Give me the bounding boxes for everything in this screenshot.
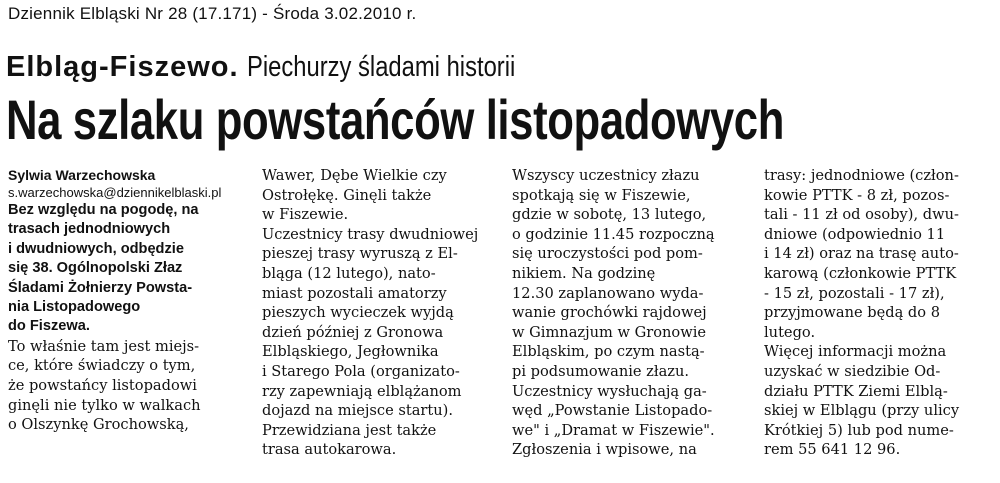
body-line: w Gimnazjum w Gronowie bbox=[512, 323, 707, 341]
article-headline: Na szlaku powstańców listopadowych bbox=[6, 88, 785, 151]
lead-line: nia Listopadowego bbox=[8, 299, 141, 316]
body-line: pi podsumowanie złazu. bbox=[512, 362, 690, 380]
body-line: Uczestnicy trasy dwudniowej bbox=[262, 225, 479, 243]
body-line: bląga (12 lutego), nato- bbox=[262, 264, 436, 282]
body-line: we" i „Dramat w Fiszewie". bbox=[512, 421, 715, 439]
body-line: Więcej informacji można bbox=[764, 343, 947, 361]
article-lead bbox=[8, 201, 236, 337]
body-line: ginęli nie tylko w walkach bbox=[8, 396, 201, 414]
lead-line: Bez względu na pogodę, na bbox=[8, 202, 199, 218]
body-line: w Fiszewie. bbox=[262, 206, 349, 224]
body-line: trasy: jednodniowe (człon- bbox=[764, 167, 959, 184]
body-line: węd „Powstanie Listopado- bbox=[512, 402, 713, 420]
body-line: działu PTTK Ziemi Elblą- bbox=[764, 382, 948, 400]
column-4 bbox=[764, 166, 996, 460]
body-line: i 14 zł) oraz na trasę auto- bbox=[764, 245, 959, 263]
body-line: rem 55 641 12 96. bbox=[764, 441, 901, 459]
body-line: dzień później z Gronowa bbox=[262, 323, 444, 341]
body-line: dniowe (odpowiednio 11 bbox=[764, 225, 946, 243]
kicker-place: Elbląg-Fiszewo. bbox=[6, 51, 239, 83]
body-line: lutego. bbox=[764, 323, 816, 341]
body-line: Wawer, Dębe Wielkie czy bbox=[262, 167, 447, 184]
body-line: że powstańcy listopadowi bbox=[8, 377, 197, 395]
column-2 bbox=[262, 166, 494, 460]
lead-line: i dwudniowych, odbędzie bbox=[8, 240, 184, 257]
body-line: skiej w Elblągu (przy ulicy bbox=[764, 402, 960, 420]
body-line: i Starego Pola (organizato- bbox=[262, 362, 460, 380]
body-line: ce, które świadczy o tym, bbox=[8, 357, 196, 375]
body-line: spotkają się w Fiszewie, bbox=[512, 186, 691, 204]
body-line: Przewidziana jest także bbox=[262, 421, 437, 439]
column-1 bbox=[8, 166, 236, 435]
body-line: 12.30 zaplanowano wyda- bbox=[512, 284, 704, 302]
body-line: Zgłoszenia i wpisowe, na bbox=[512, 441, 697, 459]
body-line: pieszej trasy wyruszą z El- bbox=[262, 245, 458, 263]
kicker-subtitle: Piechurzy śladami historii bbox=[246, 51, 515, 83]
lead-line: do Fiszewa. bbox=[8, 318, 90, 335]
body-line: karową (członkowie PTTK bbox=[764, 264, 957, 282]
body-line: nikiem. Na godzinę bbox=[512, 264, 656, 282]
body-line: gdzie w sobotę, 13 lutego, bbox=[512, 206, 707, 224]
body-line: tali - 11 zł od osoby), dwu- bbox=[764, 206, 959, 224]
body-line: Krótkiej 5) lub pod nume- bbox=[764, 421, 954, 439]
body-line: Elbląskiego, Jegłownika bbox=[262, 343, 439, 361]
article-kicker bbox=[6, 50, 574, 84]
body-line: - 15 zł, pozostali - 17 zł), bbox=[764, 284, 945, 302]
body-line: Wszyscy uczestnicy złazu bbox=[512, 167, 700, 184]
body-line: uzyskać w siedzibie Od- bbox=[764, 362, 941, 380]
body-line: Ostrołękę. Ginęli także bbox=[262, 186, 432, 204]
body-line: miast pozostali amatorzy bbox=[262, 284, 447, 302]
body-line: się uroczystości pod pom- bbox=[512, 245, 703, 263]
body-line: o Olszynkę Grochowską, bbox=[8, 416, 189, 434]
lead-line: trasach jednodniowych bbox=[8, 221, 171, 238]
body-line: dojazd na miejsce startu). bbox=[262, 402, 453, 420]
column-3 bbox=[512, 166, 742, 460]
body-line: Elbląskim, po czym nastą- bbox=[512, 343, 705, 361]
lead-line: się 38. Ogólnopolski Złaz bbox=[8, 260, 183, 277]
body-line: pieszych wycieczek wyjdą bbox=[262, 304, 454, 322]
body-line: wanie grochówki rajdowej bbox=[512, 304, 707, 322]
lead-line: Śladami Żołnierzy Powsta- bbox=[8, 279, 193, 296]
body-line: o godzinie 11.45 rozpoczną bbox=[512, 225, 715, 243]
author-email: s.warzechowska@dziennikelblaski.pl bbox=[8, 185, 222, 200]
body-line: kowie PTTK - 8 zł, pozos- bbox=[764, 186, 950, 204]
body-line: rzy zapewniają elblążanom bbox=[262, 382, 462, 400]
author-name: Sylwia Warzechowska bbox=[8, 167, 156, 183]
body-line: przyjmowane będą do 8 bbox=[764, 304, 940, 322]
body-line: To właśnie tam jest miejs- bbox=[8, 337, 200, 355]
newspaper-header: Dziennik Elbląski Nr 28 (17.171) - Środa 3.02.2010 r. bbox=[8, 4, 417, 23]
body-line: Uczestnicy wysłuchają ga- bbox=[512, 382, 707, 400]
body-line: trasa autokarowa. bbox=[262, 441, 397, 459]
